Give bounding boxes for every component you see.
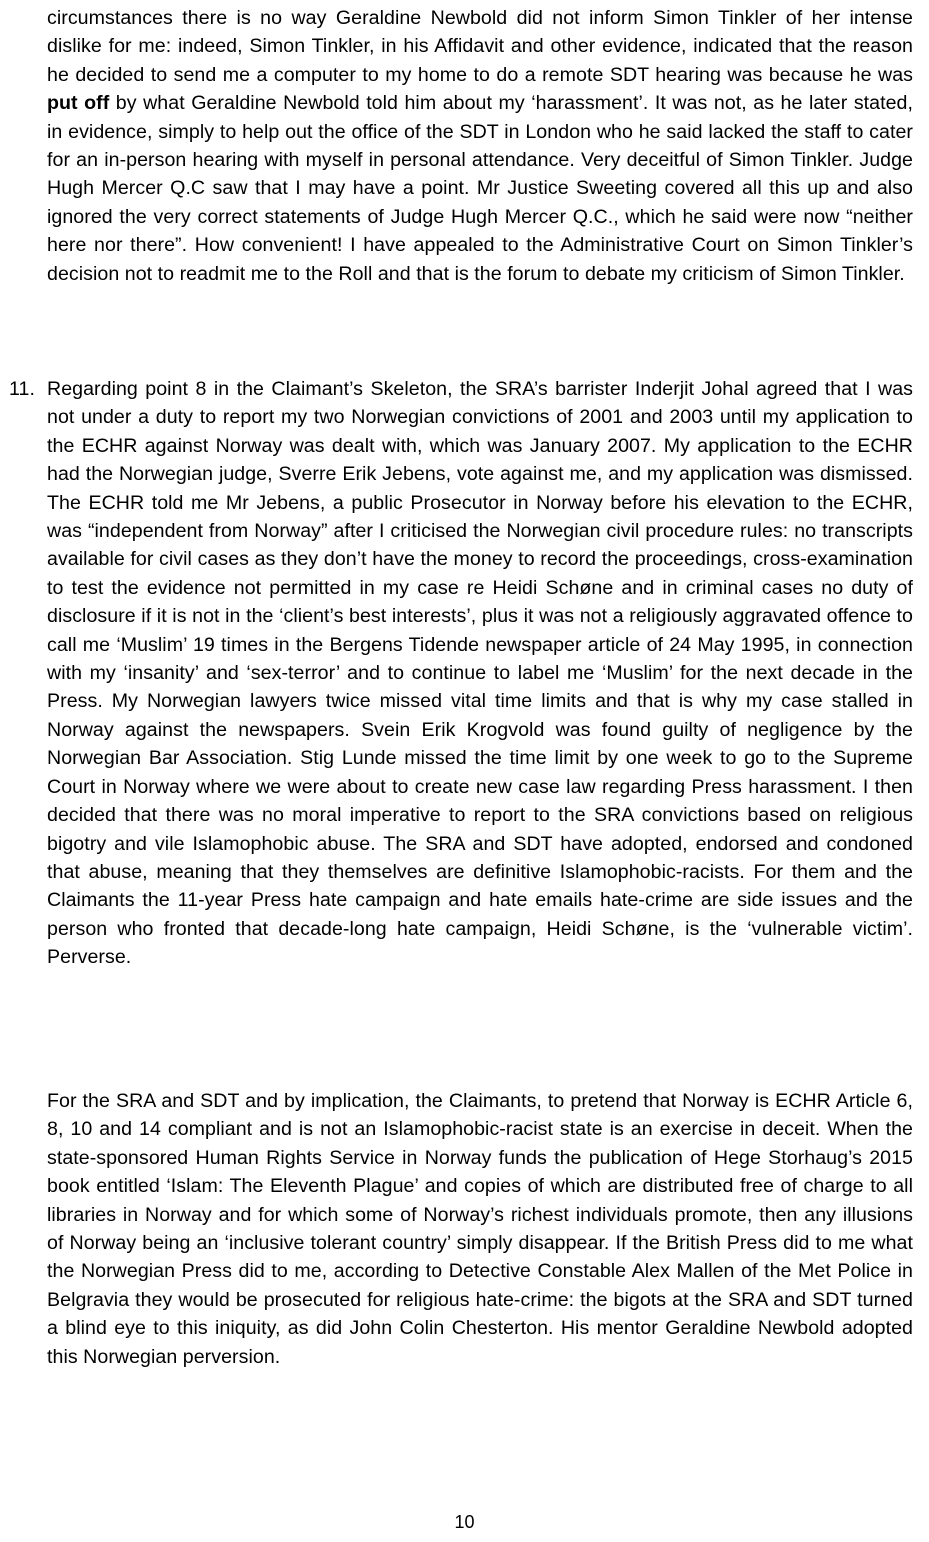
- paragraph-continued-text-1: circumstances there is no way Geraldine Newbold did not inform Simon Tinkler of her intense dislike for me: indeed, Simon Tinkler, in his Affidavit and other evidence, indicated that the reason he decided to send me a computer to my home to do a remote SDT hearing was because he was: [47, 7, 913, 86]
- paragraph-continued: [47, 4, 913, 288]
- paragraph-number: 11.: [9, 378, 35, 400]
- paragraph-12: [47, 1087, 913, 1371]
- page-number: 10: [454, 1512, 475, 1532]
- paragraph-12-text: For the SRA and SDT and by implication, the Claimants, to pretend that Norway is ECHR Article 6, 8, 10 and 14 compliant and is not an Islamophobic-racist state is an exercise in deceit. When the state-sponsored Human Rights Service in Norway funds the publication of Hege Storhaug’s 2015 book entitled ‘Islam: The Eleventh Plague’ and copies of which are distributed free of charge to all libraries in Norway and for which some of Norway’s richest individuals promote, then any illusions of Norway being an ‘inclusive tolerant country’ simply disappear. If the British Press did to me what the Norwegian Press did to me, according to Detective Constable Alex Mallen of the Met Police in Belgravia they would be prosecuted for religious hate-crime: the bigots at the SRA and SDT turned a blind eye to this iniquity, as did John Colin Chesterton. His mentor Geraldine Newbold adopted this Norwegian perversion.: [47, 1090, 913, 1368]
- paragraph-11: [9, 375, 913, 972]
- paragraph-continued-text-2: by what Geraldine Newbold told him about my ‘harassment’. It was not, as he later stated, in evidence, simply to help out the office of the SDT in London who he said lacked the staff to cater for an in-person hearing with myself in personal attendance. Very deceitful of Simon Tinkler. Judge Hugh Mercer Q.C saw that I may have a point. Mr Justice Sweeting covered all this up and also ignored the very correct statements of Judge Hugh Mercer Q.C., which he said were now “neither here nor there”. How convenient! I have appealed to the Administrative Court on Simon Tinkler’s decision not to readmit me to the Roll and that is the forum to debate my criticism of Simon Tinkler.: [47, 92, 913, 285]
- paragraph-11-text: Regarding point 8 in the Claimant’s Skeleton, the SRA’s barrister Inderjit Johal agreed that I was not under a duty to report my two Norwegian convictions of 2001 and 2003 until my application to the ECHR against Norway was dealt with, which was January 2007. My application to the ECHR had the Norwegian judge, Sverre Erik Jebens, vote against me, and my application was dismissed. The ECHR told me Mr Jebens, a public Prosecutor in Norway before his elevation to the ECHR, was “independent from Norway” after I criticised the Norwegian civil procedure rules: no transcripts available for civil cases as they don’t have the money to record the proceedings, cross-examination to test the evidence not permitted in my case re Heidi Schøne and in criminal cases no duty of disclosure if it is not in the ‘client’s best interests’, plus it was not a religiously aggravated offence to call me ‘Muslim’ 19 times in the Bergens Tidende newspaper article of 24 May 1995, in connection with my ‘insanity’ and ‘sex-terror’ and to continue to label me ‘Muslim’ for the next decade in the Press. My Norwegian lawyers twice missed vital time limits and that is why my case stalled in Norway against the newspapers. Svein Erik Krogvold was found guilty of negligence by the Norwegian Bar Association. Stig Lunde missed the time limit by one week to go to the Supreme Court in Norway where we were about to create new case law regarding Press harassment. I then decided that there was no moral imperative to report to the SRA convictions based on religious bigotry and vile Islamophobic abuse. The SRA and SDT have adopted, endorsed and condoned that abuse, meaning that they themselves are definitive Islamophobic-racists. For them and the Claimants the 11-year Press hate campaign and hate emails hate-crime are side issues and the person who fronted that decade-long hate campaign, Heidi Schøne, is the ‘vulnerable victim’. Perverse.: [47, 378, 913, 969]
- paragraph-continued-bold-text: put off: [47, 92, 110, 115]
